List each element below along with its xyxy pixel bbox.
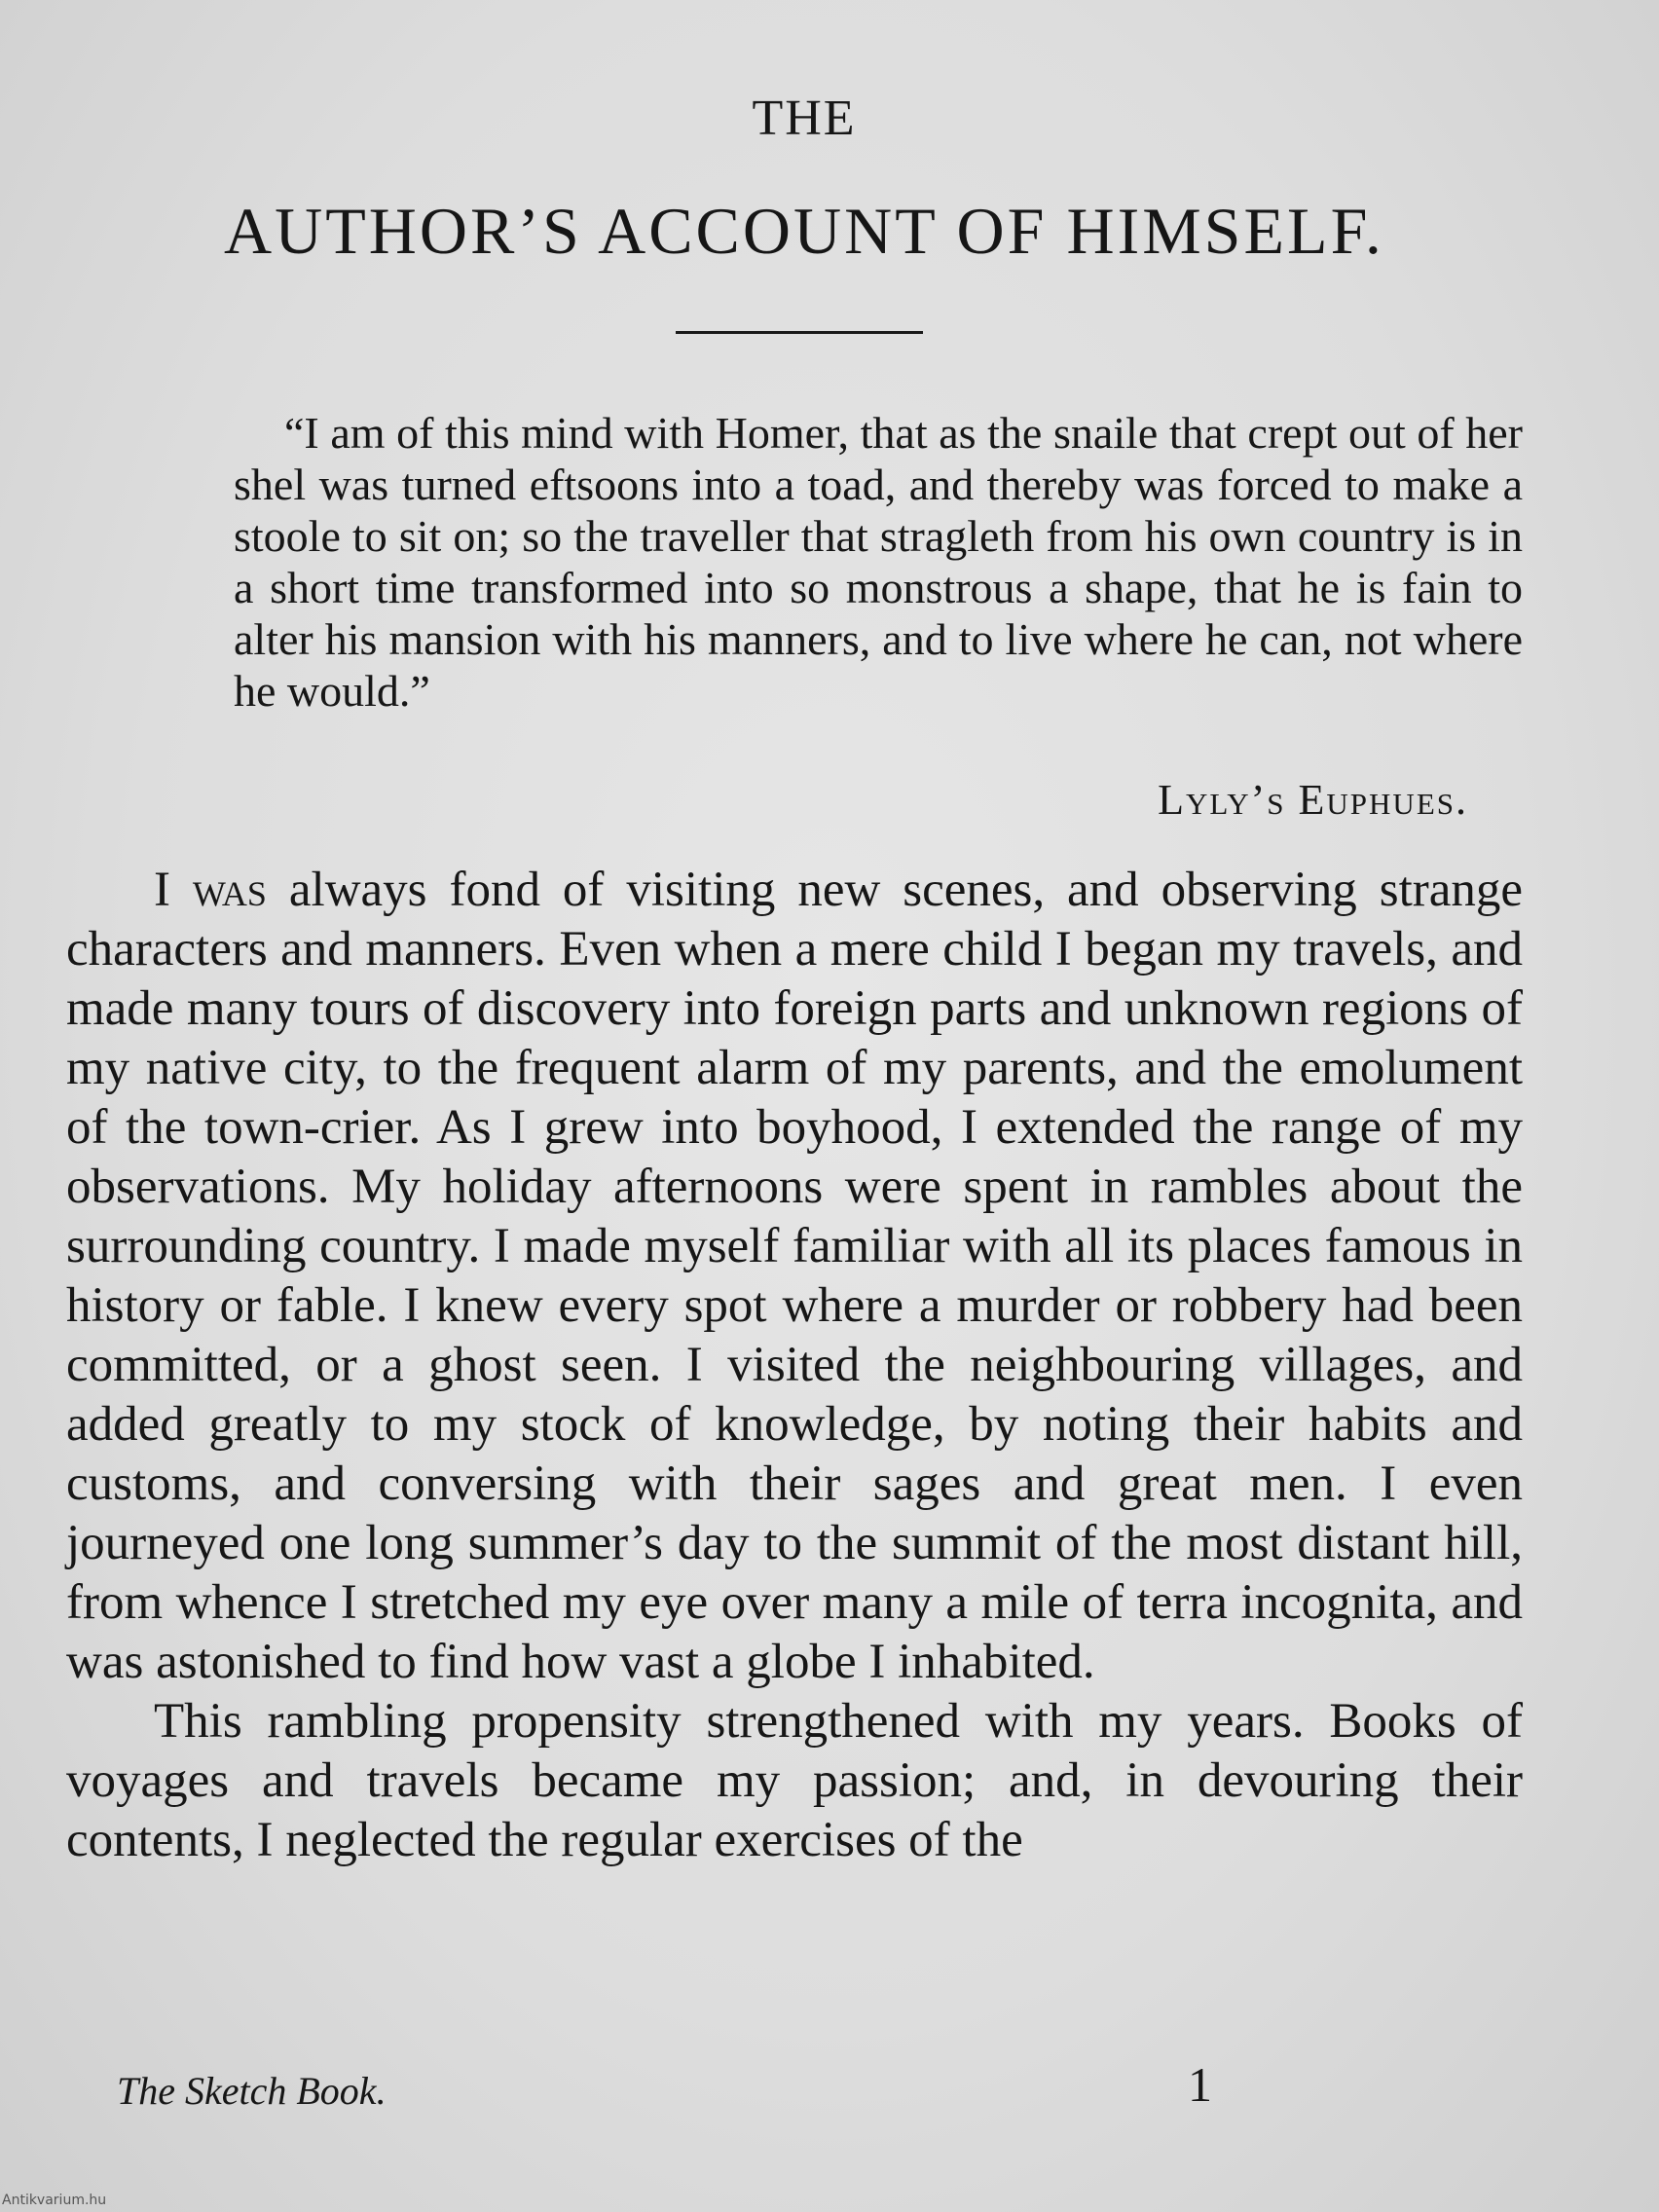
heading-the: THE [752, 91, 857, 146]
paragraph-1-opening: I was [154, 863, 267, 917]
paragraph-1-text: always fond of visiting new scenes, and observing strange characters and manners. Even when a mere child I began my travels, and made many tours of discovery into foreign parts and unknown regions of my native city, to the frequent alarm of my parents, and the emolument of the town-crier. As I grew into boyhood, I extended the range of my observations. My holiday afternoons were spent in rambles about the surrounding country. I made myself familiar with all its places famous in history or fable. I knew every spot where a murder or robbery had been committed, or a ghost seen. I visited the neighbouring villages, and added greatly to my stock of knowledge, by noting their habits and customs, and conversing with their sages and great men. I even journeyed one long summer’s day to the summit of the most distant hill, from whence I stretched my eye over many a mile of terra incognita, and was astonished to find how vast a globe I inhabited. [66, 863, 1523, 1689]
epigraph-quote: “I am of this mind with Homer, that as the snaile that crept out of her shel was turned eftsoons into a toad, and thereby was forced to make a stoole to sit on; so the traveller that stragleth from his own country is in a short time transformed into so monstrous a shape, that he is fain to alter his mansion with his manners, and to live where he can, not where he would.” [234, 408, 1523, 716]
watermark: Antikvarium.hu [2, 2193, 107, 2208]
epigraph-attribution: Lyly’s Euphues. [1158, 776, 1468, 824]
page-number: 1 [1188, 2057, 1212, 2112]
paragraph-1 [66, 861, 1523, 1692]
footer-book-title: The Sketch Book. [117, 2069, 387, 2113]
chapter-title: AUTHOR’S ACCOUNT OF HIMSELF. [224, 194, 1384, 268]
body-text [66, 861, 1523, 1870]
title-rule [676, 331, 923, 334]
paragraph-2: This rambling propensity strengthened with my years. Books of voyages and travels became my passion; and, in devouring their contents, I neglected the regular exercises of the [66, 1694, 1523, 1867]
